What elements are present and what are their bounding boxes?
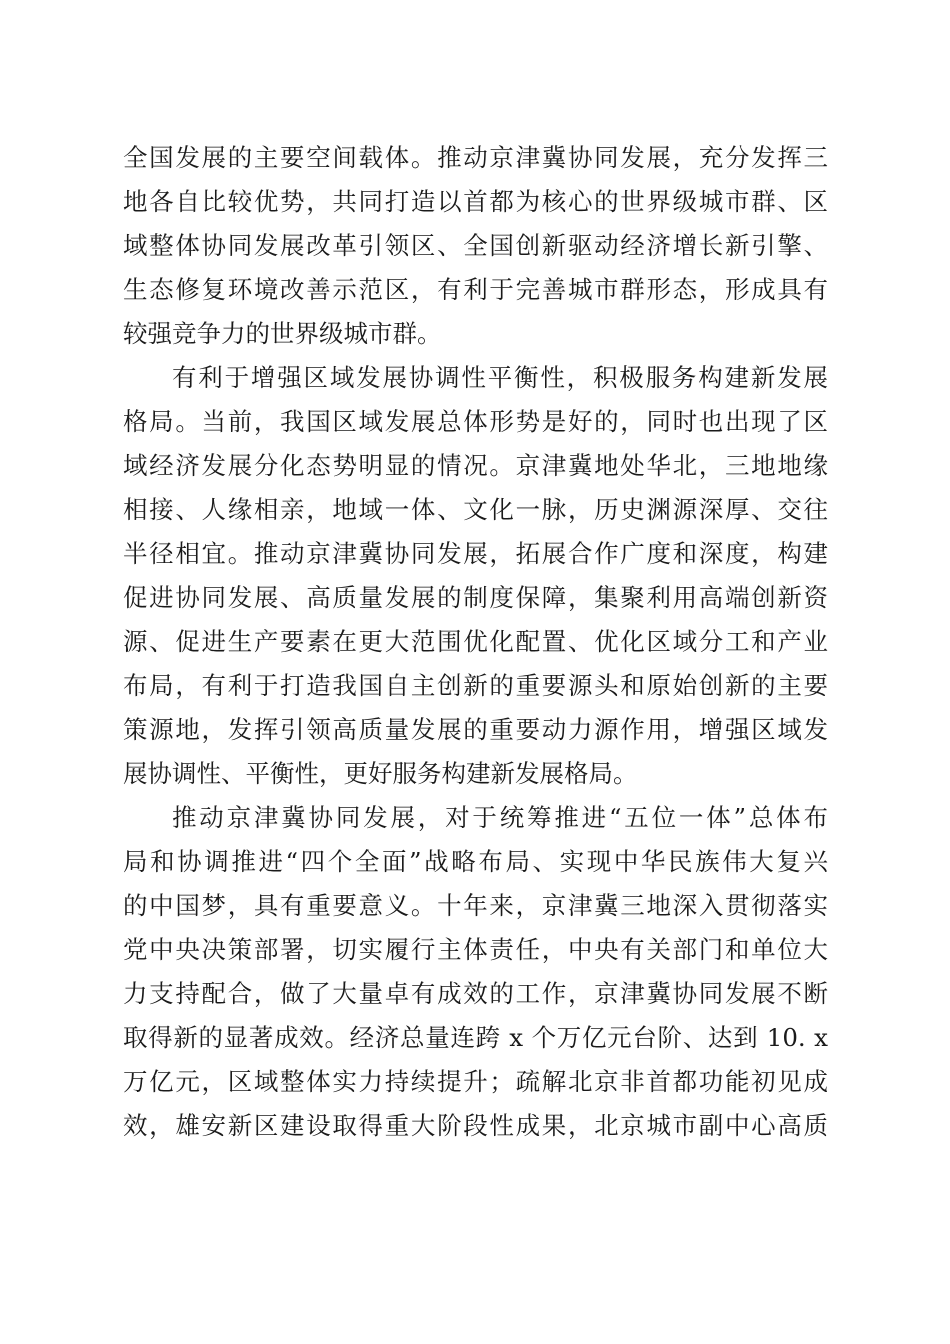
paragraph-3-line-2: 局和协调推进“四个全面”战略布局、实现中华民族伟大复兴 (123, 847, 828, 876)
paragraph-1 (123, 136, 828, 356)
paragraph-3-line-8: 效，雄安新区建设取得重大阶段性成果，北京城市副中心高质 (123, 1111, 828, 1140)
paragraph-3-line-5: 力支持配合，做了大量卓有成效的工作，京津冀协同发展不断 (123, 979, 828, 1008)
paragraph-3-line-7: 万亿元，区域整体实力持续提升；疏解北京非首都功能初见成 (123, 1067, 828, 1096)
paragraph-2-line-5: 半径相宜。推动京津冀协同发展，拓展合作广度和深度，构建 (123, 539, 828, 568)
paragraph-2-line-10: 展协调性、平衡性，更好服务构建新发展格局。 (123, 759, 638, 788)
paragraph-3 (123, 796, 828, 1148)
paragraph-2-line-2: 格局。当前，我国区域发展总体形势是好的，同时也出现了区 (123, 407, 828, 436)
paragraph-2-line-4: 相接、人缘相亲，地域一体、文化一脉，历史渊源深厚、交往 (123, 495, 828, 524)
paragraph-2-line-3: 域经济发展分化态势明显的情况。京津冀地处华北，三地地缘 (123, 451, 828, 480)
paragraph-2-line-1: 有利于增强区域发展协调性平衡性，积极服务构建新发展 (172, 363, 828, 392)
body-text (123, 136, 828, 1148)
paragraph-1-line-3: 域整体协同发展改革引领区、全国创新驱动经济增长新引擎、 (123, 231, 828, 260)
paragraph-1-line-5: 较强竞争力的世界级城市群。 (123, 319, 442, 348)
paragraph-2-line-7: 源、促进生产要素在更大范围优化配置、优化区域分工和产业 (123, 627, 828, 656)
paragraph-1-line-2: 地各自比较优势，共同打造以首都为核心的世界级城市群、区 (123, 187, 828, 216)
paragraph-3-line-1: 推动京津冀协同发展，对于统筹推进“五位一体”总体布 (172, 803, 828, 832)
paragraph-1-line-4: 生态修复环境改善示范区，有利于完善城市群形态，形成具有 (123, 275, 828, 304)
paragraph-1-line-1: 全国发展的主要空间载体。推动京津冀协同发展，充分发挥三 (123, 143, 828, 172)
paragraph-3-line-4: 党中央决策部署，切实履行主体责任，中央有关部门和单位大 (123, 935, 828, 964)
paragraph-2-line-8: 布局，有利于打造我国自主创新的重要源头和原始创新的主要 (123, 671, 828, 700)
paragraph-2-line-9: 策源地，发挥引领高质量发展的重要动力源作用，增强区域发 (123, 715, 828, 744)
paragraph-2 (123, 356, 828, 796)
paragraph-3-line-3: 的中国梦，具有重要意义。十年来，京津冀三地深入贯彻落实 (123, 891, 828, 920)
paragraph-3-line-6: 取得新的显著成效。经济总量连跨 x 个万亿元台阶、达到 10. x (123, 1023, 828, 1052)
paragraph-2-line-6: 促进协同发展、高质量发展的制度保障，集聚利用高端创新资 (123, 583, 828, 612)
